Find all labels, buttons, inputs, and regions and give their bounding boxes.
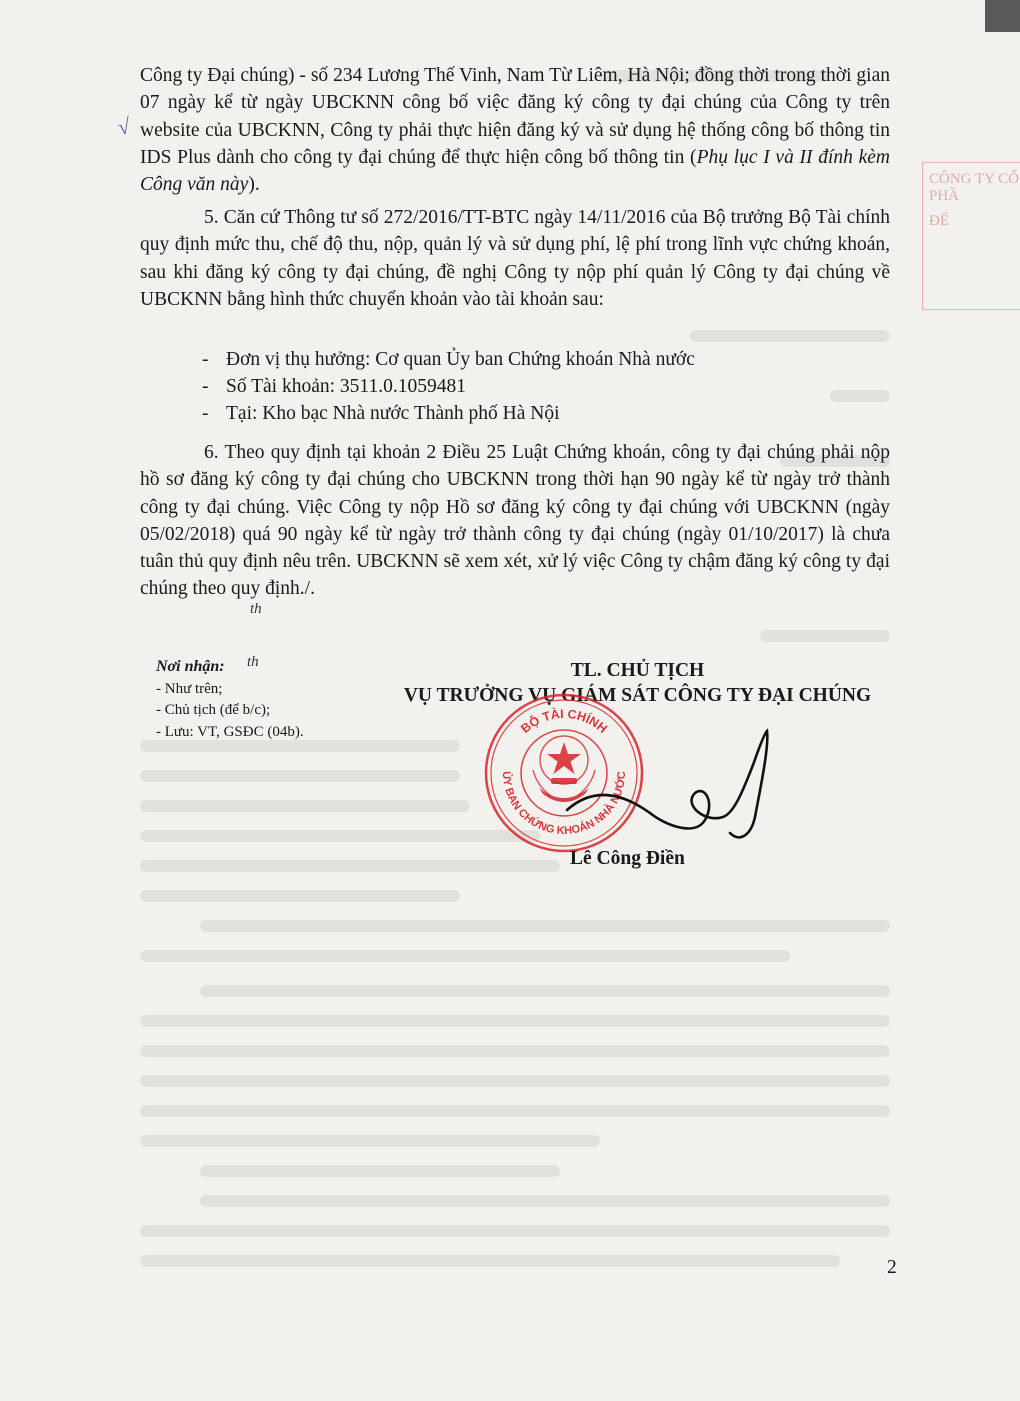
recipient-item: - Lưu: VT, GSĐC (04b).: [156, 723, 304, 740]
list-item: - Số Tài khoản: 3511.0.1059481: [198, 373, 695, 400]
bank-account-list: [198, 346, 695, 427]
partial-stamp-mark: CÔNG TY CỔ PHẦ ĐẾ: [922, 162, 1020, 310]
signature-title-1: TL. CHỦ TỊCH: [570, 660, 705, 681]
signer-name: Lê Công Điền: [570, 848, 685, 869]
handwritten-initial-2: th: [247, 654, 259, 670]
svg-text:BỘ TÀI CHÍNH: BỘ TÀI CHÍNH: [518, 706, 610, 736]
recipients-block: [156, 656, 304, 743]
paragraph-5: 5. Căn cứ Thông tư số 272/2016/TT-BTC ngày 14/11/2016 của Bộ trưởng Bộ Tài chính quy định mức thu, chế độ thu, nộp, quản lý và sử dụng phí, lệ phí trong lĩnh vực chứng khoán, sau khi đăng ký công ty đại chúng, đề nghị Công ty nộp phí quản lý Công ty đại chúng về UBCKNN bằng hình thức chuyển khoản vào tài khoản sau:: [140, 207, 890, 310]
intro-italic: Phụ lục I và II đính kèm Công văn này: [140, 146, 891, 196]
intro-paragraph: [140, 62, 890, 198]
handwritten-initial: th: [250, 601, 262, 617]
svg-text:ỦY BAN CHỨNG KHOÁN NHÀ NƯỚC: ỦY BAN CHỨNG KHOÁN NHÀ NƯỚC: [499, 770, 629, 838]
recipients-title: Nơi nhận:: [156, 658, 225, 675]
paragraph-6: 6. Theo quy định tại khoản 2 Điều 25 Luật Chứng khoán, công ty đại chúng phải nộp hồ sơ đăng ký công ty đại chúng cho UBCKNN trong thời hạn 90 ngày kể từ ngày trở thành công ty đại chúng. Việc Công ty nộp Hồ sơ đăng ký công ty đại chúng với UBCKNN (ngày 05/02/2018) quá 90 ngày kể từ ngày trở thành công ty đại chúng (ngày 01/10/2017) là chưa tuân thủ quy định nêu trên. UBCKNN sẽ xem xét, xử lý việc Công ty chậm đăng ký công ty đại chúng theo quy định./.: [140, 442, 890, 600]
recipient-item: - Như trên;: [156, 680, 223, 697]
handwritten-checkmark: √: [116, 113, 132, 140]
signature-title-2: VỤ TRƯỞNG VỤ GIÁM SÁT CÔNG TY ĐẠI CHÚNG: [403, 685, 872, 706]
intro-end: ).: [248, 174, 260, 196]
page-number: 2: [887, 1257, 897, 1278]
recipient-item: - Chủ tịch (để b/c);: [156, 702, 271, 718]
handwritten-signature-icon: [555, 725, 785, 855]
intro-text: Công ty Đại chúng) - số 234 Lương Thế Vinh, Nam Từ Liêm, Hà Nội; đồng thời trong thời gian 07 ngày kể từ ngày UBCKNN công bố việc đăng ký công ty đại chúng của Công ty trên website của UBCKNN, Công ty phải thực hiện đăng ký và sử dụng hệ thống công bố thông tin IDS Plus dành cho công ty đại chúng để thực hiện công bố thông tin (: [140, 65, 890, 168]
scan-edge: [985, 0, 1020, 32]
list-item: - Tại: Kho bạc Nhà nước Thành phố Hà Nội: [198, 400, 695, 427]
list-item: - Đơn vị thụ hưởng: Cơ quan Ủy ban Chứng khoán Nhà nước: [198, 346, 695, 373]
